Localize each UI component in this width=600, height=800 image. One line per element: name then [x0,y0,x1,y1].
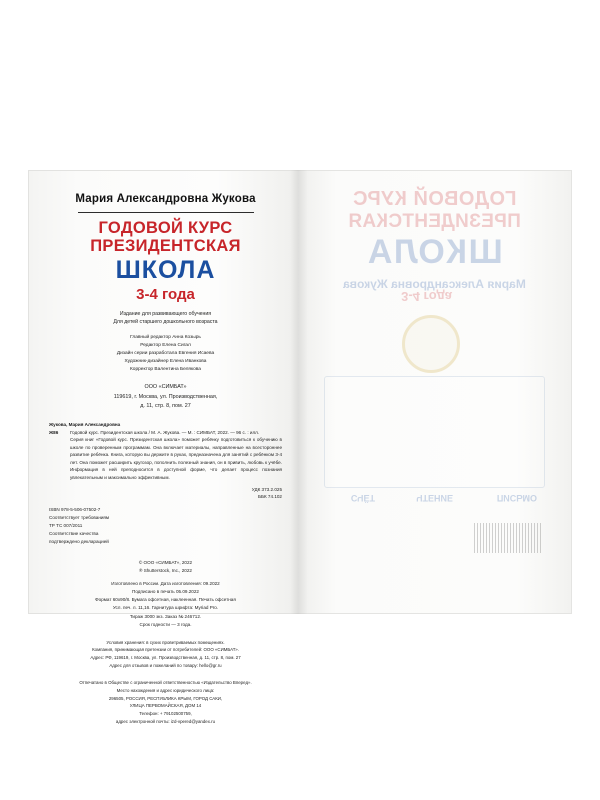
credit-line: Художник-дизайнер Елена Иванкова [124,359,207,365]
title-line3: ШКОЛА [115,255,216,284]
cip-body-text: Годовой курс. Президентская школа / М. А. Жукова. — М. : СИМБАТ, 2022. — 96 с. : илл. [70,429,260,435]
copyright-line: ® Shutterstock, Inc., 2022 [139,568,192,574]
conformity-line: ТР ТС 007/2011 [49,522,83,528]
mirror-seal-icon [403,315,461,373]
mirror-keyword-2: ЧТЕНИЕ [416,493,453,503]
credit-line: Дизайн серии разработала Евгения Исаева [116,351,215,357]
imprint-block [49,559,282,628]
publisher-name: ООО «СИМБАТ» [144,384,187,391]
mirror-barcode-icon [473,523,541,553]
credit-line: Главный редактор Анна Козырь [130,334,201,340]
cip-code: Ж86 [49,429,59,435]
cip-udk: УДК 373.2.025 [251,486,282,492]
isbn-value: ISBN 978-5-506-07502-7 [49,507,101,513]
credit-line: Редактор Елена Сигал [140,342,191,348]
edition-subtitle-line1: Издание для развивающего обучения [119,310,212,317]
conditions-line: Компания, принимающая претензии от потребителей: ООО «СИМБАТ». [92,647,239,653]
edition-subtitle-line2: Для детей старшего дошкольного возраста [113,318,218,325]
conformity-line: подтверждено декларацией [49,538,109,544]
book-page-left [28,170,298,724]
mirror-title-line2: ПРЕЗИДЕНТСКАЯ [348,211,521,232]
printer-line: Телефон: + 79102500759, [139,711,192,717]
isbn-block [49,506,282,545]
mirror-keyword-1: ПИСЬМО [496,493,537,503]
printer-line: 296505, РОССИЯ, РЕСПУБЛИКА КРЫМ, ГОРОД САКИ, [108,695,223,701]
imprint-line: Изготовлено в России. Дата изготовления: 09.2022 [111,581,220,587]
edition-subtitle [49,310,282,326]
imprint-line: Формат 60x90/8. Бумага офсетная, наклеенная. Печать офсетная [95,597,236,603]
mirror-title-line3: ШКОЛА [366,232,503,271]
imprint-line: Срок годности — 3 года. [139,621,192,627]
mirror-age-range: 3-4 года [401,289,453,304]
mirror-cover-panel [324,376,545,488]
credits-block [49,334,282,375]
printer-line: адрес электронной почты: izd-vpered@yandex.ru [115,718,216,724]
imprint-line: Усл. печ. л. 11,16. Гарнитура шрифта: Myriad Pro. [112,605,219,611]
copyright-line: © ООО «СИМБАТ», 2022 [138,560,193,566]
imprint-line: Подписано в печать 05.09.2022 [132,589,199,595]
printer-line: Место нахождения и адрес юридического лица: [116,688,215,694]
conditions-line: Условия хранения: в сухих проветриваемых помещениях. [106,639,225,645]
conformity-line: Соответствие качества [49,530,99,536]
publisher-address-line2: д. 11, стр. 8, пом. 27 [140,402,191,409]
conditions-block [49,639,282,670]
publisher-block [49,383,282,411]
title-line2: ПРЕЗИДЕНТСКАЯ [90,237,241,256]
printer-line: Отпечатано в Обществе с ограниченной ответственностью «Издательство Вперед». [79,680,252,686]
cip-author-line: Жукова, Мария Александровна [49,422,121,428]
cip-bbk: ББК 74.102 [257,493,282,499]
mirror-title-line1: ГОДОВОЙ КУРС [352,188,517,210]
book-page-right [298,170,572,614]
book-spread [28,170,572,724]
publisher-address-line1: 119619, г. Москва, ул. Производственная, [113,393,218,400]
cip-series-text: Серия книг «Годовой курс. Президентская школа» поможет ребёнку подготовиться к обучению в школе по проверенным программам. Она включает материалы, направленные на всестороннее развитие ребёнка. Книга, которую вы держите в руках, предназначена для занятий с ребёнком 3-4 лет. Она поможет расширить кругозор, пополнить полезный знания, он в привить, любовь к учёбе. Информация в ней преподносится в доступной форме, что делает процесс познания увлекательным и максимально эффективным. [70,437,282,481]
mirrored-cover-artwork [298,171,571,613]
author-name: Мария Александровна Жукова [75,193,256,205]
title-line1: ГОДОВОЙ КУРС [98,219,233,237]
printer-block [49,679,282,725]
mirror-author: Мария Александровна Жукова [343,276,526,291]
conformity-line: Соответствует требованиям [49,515,110,521]
cip-block [49,421,282,500]
mirror-keyword-3: СЧЁТ [350,493,375,503]
printer-line: УЛИЦА ПЕРВОМАЙСКАЯ, ДОМ 14 [129,703,202,709]
age-range: 3-4 года [136,285,195,303]
imprint-line: Тираж 3000 экз. Заказ № 246712. [129,613,202,619]
credit-line: Корректор Валентина Белякова [130,367,201,373]
conditions-line: Адрес: РФ, 119619, г. Москва, ул. Производственная, д. 11, стр. 8, пом. 27 [90,654,241,660]
conditions-line: Адрес для отзывов и пожеланий по товару: hello@gr.ru [109,662,222,668]
title-divider [78,212,254,213]
